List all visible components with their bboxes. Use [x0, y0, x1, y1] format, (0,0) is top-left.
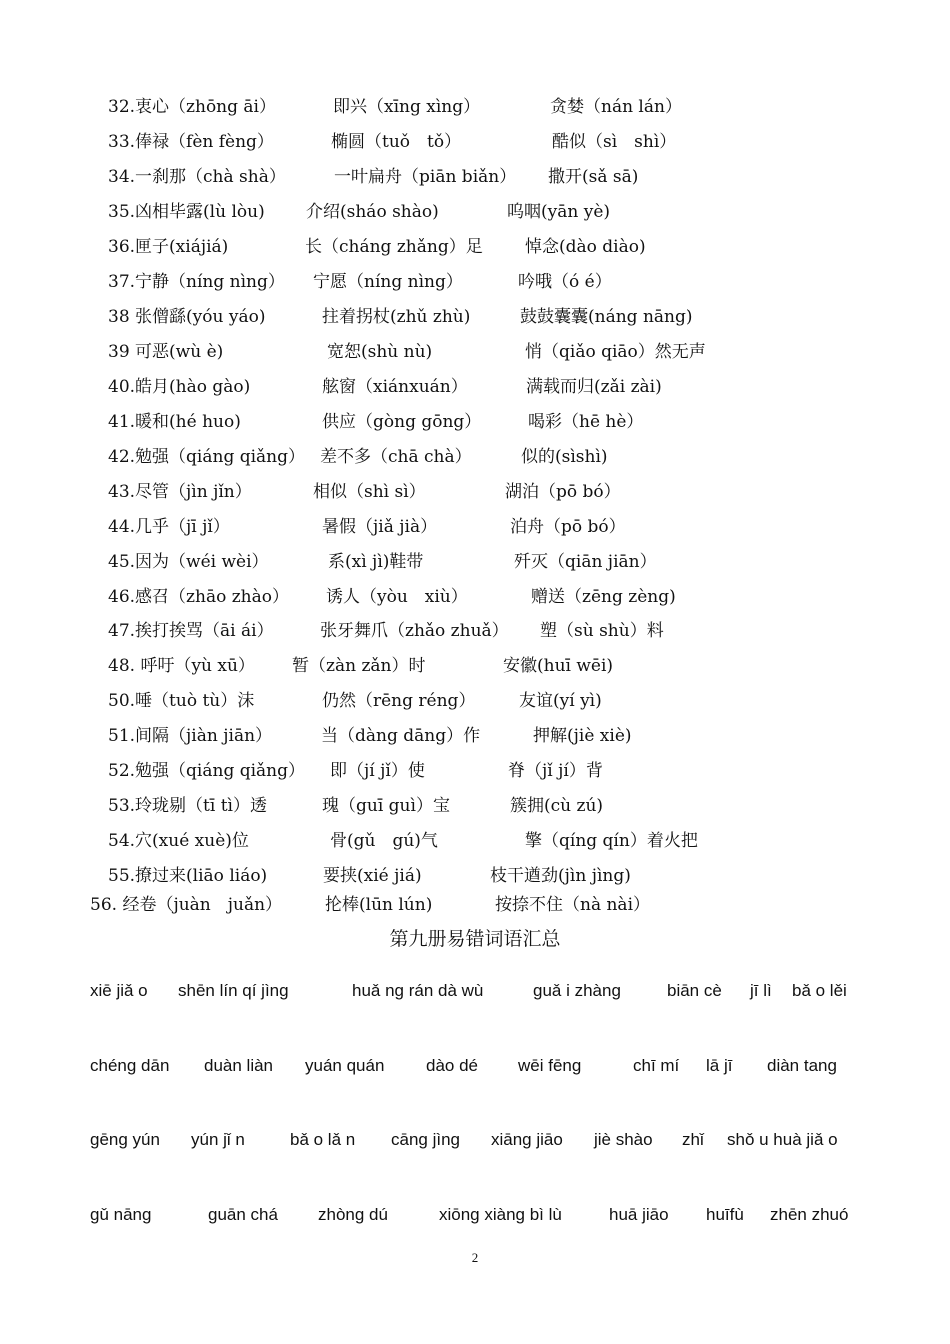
entry-word: 53.玲珑剔（tī tì）透 — [108, 796, 267, 816]
entry-word: 撒开(sǎ sā) — [548, 167, 639, 187]
entry-row — [0, 127, 950, 157]
entry-word: 系(xì jì)鞋带 — [328, 552, 424, 572]
entry-row — [0, 861, 950, 891]
entry-row — [0, 232, 950, 262]
entry-word: 长（cháng zhǎng）足 — [305, 237, 483, 257]
entry-word: 42.勉强（qiáng qiǎng） — [108, 447, 306, 467]
entry-word: 鼓鼓囊囊(náng nāng) — [520, 307, 693, 327]
entry-word: 47.挨打挨骂（āi ái） — [108, 621, 274, 641]
entry-word: 41.暖和(hé huo) — [108, 412, 241, 432]
entry-word: 46.感召（zhāo zhào） — [108, 587, 289, 607]
entry-word: 抡棒(lūn lún) — [325, 895, 433, 915]
pinyin-word: huā jiāo — [609, 1205, 669, 1224]
pinyin-word: dào dé — [426, 1056, 478, 1075]
entry-word: 介绍(sháo shào) — [306, 202, 439, 222]
entry-word: 按捺不住（nà nài） — [495, 895, 651, 915]
entry-word: 赠送（zēng zèng) — [531, 587, 676, 607]
entry-row — [0, 267, 950, 297]
entry-word: 一叶扁舟（piān biǎn） — [334, 167, 517, 187]
entry-word: 瑰（guī guì）宝 — [322, 796, 450, 816]
entry-row — [0, 686, 950, 716]
entry-word: 相似（shì sì） — [313, 482, 426, 502]
entry-word: 舷窗（xiánxuán） — [322, 377, 468, 397]
entry-word: 36.匣子(xiájiá) — [108, 237, 229, 257]
pinyin-word: zhòng dú — [318, 1205, 388, 1224]
entry-word: 押解(jiè xiè) — [533, 726, 632, 746]
entry-word: 32.衷心（zhōng āi） — [108, 97, 276, 117]
entry-word: 酷似（sì shì） — [552, 132, 677, 152]
pinyin-word: yún jǐ n — [191, 1130, 245, 1149]
entry-word: 44.几乎（jī jǐ） — [108, 517, 230, 537]
entry-row — [0, 372, 950, 402]
entry-row — [0, 826, 950, 856]
entry-word: 簇拥(cù zú) — [510, 796, 604, 816]
entry-row — [0, 582, 950, 612]
entry-word: 34.一刹那（chà shà） — [108, 167, 286, 187]
pinyin-word: zhēn zhuó — [770, 1205, 849, 1224]
entry-word: 45.因为（wéi wèi） — [108, 552, 269, 572]
entry-row — [0, 302, 950, 332]
entry-word: 骨(gǔ gú)气 — [330, 831, 438, 851]
pinyin-word: chī mí — [633, 1056, 680, 1075]
entry-word: 泊舟（pō bó） — [510, 517, 626, 537]
entry-word: 即兴（xīng xìng） — [333, 97, 481, 117]
pinyin-row — [0, 976, 950, 1006]
entry-word: 贪婪（nán lán） — [550, 97, 682, 117]
entry-row — [0, 162, 950, 192]
pinyin-word: cāng jìng — [391, 1130, 460, 1149]
pinyin-word: bǎ o lǎ n — [290, 1130, 356, 1149]
entry-word: 43.尽管（jìn jǐn） — [108, 482, 252, 502]
entry-word: 擎（qíng qín）着火把 — [525, 831, 698, 851]
entry-row — [0, 547, 950, 577]
pinyin-word: jī lì — [750, 981, 772, 1000]
pinyin-word: gēng yún — [90, 1130, 160, 1149]
pinyin-word: xiē jiǎ o — [90, 981, 148, 1000]
pinyin-word: diàn tang — [767, 1056, 837, 1075]
pinyin-word: wēi fēng — [518, 1056, 582, 1075]
pinyin-row — [0, 1051, 950, 1081]
entry-word: 诱人（yòu xiù） — [326, 587, 468, 607]
entry-word: 椭圆（tuǒ tǒ） — [331, 132, 462, 152]
entry-word: 当（dàng dāng）作 — [321, 726, 481, 746]
entry-word: 37.宁静（níng nìng） — [108, 272, 285, 292]
pinyin-word: guān chá — [208, 1205, 278, 1224]
entry-row — [0, 92, 950, 122]
entry-word: 湖泊（pō bó） — [505, 482, 621, 502]
entry-word: 38 张僧繇(yóu yáo) — [108, 307, 266, 327]
entry-word: 歼灭（qiān jiān） — [514, 552, 657, 572]
pinyin-word: bǎ o lěi — [792, 981, 847, 1000]
entry-word: 枝干遒劲(jìn jìng) — [490, 866, 631, 886]
entry-word: 吟哦（ó é） — [518, 272, 612, 292]
entry-word: 喝彩（hē hè） — [528, 412, 644, 432]
pinyin-word: chéng dān — [90, 1056, 170, 1075]
entry-word: 54.穴(xué xuè)位 — [108, 831, 249, 851]
entry-word: 脊（jǐ jí）背 — [508, 761, 603, 781]
entry-word: 呜咽(yān yè) — [507, 202, 611, 222]
pinyin-word: shēn lín qí jìng — [178, 981, 289, 1000]
entry-row — [0, 721, 950, 751]
entry-row — [0, 197, 950, 227]
entry-row — [0, 477, 950, 507]
pinyin-row — [0, 1200, 950, 1230]
entry-word: 宽恕(shù nù) — [327, 342, 433, 362]
pinyin-word: huǎ ng rán dà wù — [352, 981, 484, 1000]
entry-word: 35.凶相毕露(lù lòu) — [108, 202, 265, 222]
entry-word: 56. 经卷（juàn juǎn） — [90, 895, 283, 915]
entry-word: 40.皓月(hào gào) — [108, 377, 251, 397]
entry-word: 差不多（chā chà） — [320, 447, 472, 467]
entry-word: 33.俸禄（fèn fèng） — [108, 132, 274, 152]
entry-row — [0, 791, 950, 821]
entry-word: 暑假（jiǎ jià） — [322, 517, 438, 537]
entry-row — [0, 407, 950, 437]
entry-word: 50.唾（tuò tù）沫 — [108, 691, 255, 711]
entry-word: 悼念(dào diào) — [525, 237, 646, 257]
entry-word: 悄（qiǎo qiāo）然无声 — [525, 342, 706, 362]
entry-word: 52.勉强（qiáng qiǎng） — [108, 761, 306, 781]
page-number: 2 — [471, 1250, 479, 1265]
entry-word: 51.间隔（jiàn jiān） — [108, 726, 273, 746]
entry-row — [0, 890, 950, 920]
entry-word: 供应（gòng gōng） — [322, 412, 482, 432]
entry-word: 宁愿（níng nìng） — [313, 272, 463, 292]
entry-row — [0, 616, 950, 646]
pinyin-word: gǔ nāng — [90, 1205, 152, 1224]
pinyin-word: xiāng jiāo — [491, 1130, 563, 1149]
entry-word: 仍然（rēng réng） — [322, 691, 476, 711]
pinyin-word: biān cè — [667, 981, 722, 1000]
entry-row — [0, 651, 950, 681]
entry-word: 即（jí jǐ）使 — [330, 761, 425, 781]
pinyin-word: lā jī — [706, 1056, 733, 1075]
entry-word: 安徽(huī wēi) — [503, 656, 614, 676]
pinyin-word: xiōng xiàng bì lù — [439, 1205, 562, 1224]
entry-word: 满载而归(zǎi zài) — [526, 377, 662, 397]
entry-word: 55.撩过来(liāo liáo) — [108, 866, 268, 886]
pinyin-word: jiè shào — [594, 1130, 653, 1149]
pinyin-word: guǎ i zhàng — [533, 981, 621, 1000]
entry-row — [0, 512, 950, 542]
pinyin-word: shǒ u huà jiǎ o — [727, 1130, 838, 1149]
entry-word: 似的(sìshì) — [521, 447, 608, 467]
entry-word: 友谊(yí yì) — [519, 691, 602, 711]
section-title: 第九册易错词语汇总 — [389, 928, 561, 950]
entry-word: 48. 呼吁（yù xū） — [108, 656, 255, 676]
entry-row — [0, 442, 950, 472]
entry-word: 塑（sù shù）料 — [540, 621, 664, 641]
entry-word: 39 可恶(wù è) — [108, 342, 224, 362]
pinyin-word: zhǐ — [682, 1130, 704, 1149]
entry-word: 要挟(xié jiá) — [323, 866, 422, 886]
entry-word: 暂（zàn zǎn）时 — [292, 656, 426, 676]
entry-word: 张牙舞爪（zhǎo zhuǎ） — [320, 621, 509, 641]
pinyin-word: yuán quán — [305, 1056, 385, 1075]
entry-row — [0, 756, 950, 786]
pinyin-row — [0, 1125, 950, 1155]
entry-row — [0, 337, 950, 367]
pinyin-word: huīfù — [706, 1205, 744, 1224]
entry-word: 拄着拐杖(zhǔ zhù) — [322, 307, 471, 327]
pinyin-word: duàn liàn — [204, 1056, 274, 1075]
